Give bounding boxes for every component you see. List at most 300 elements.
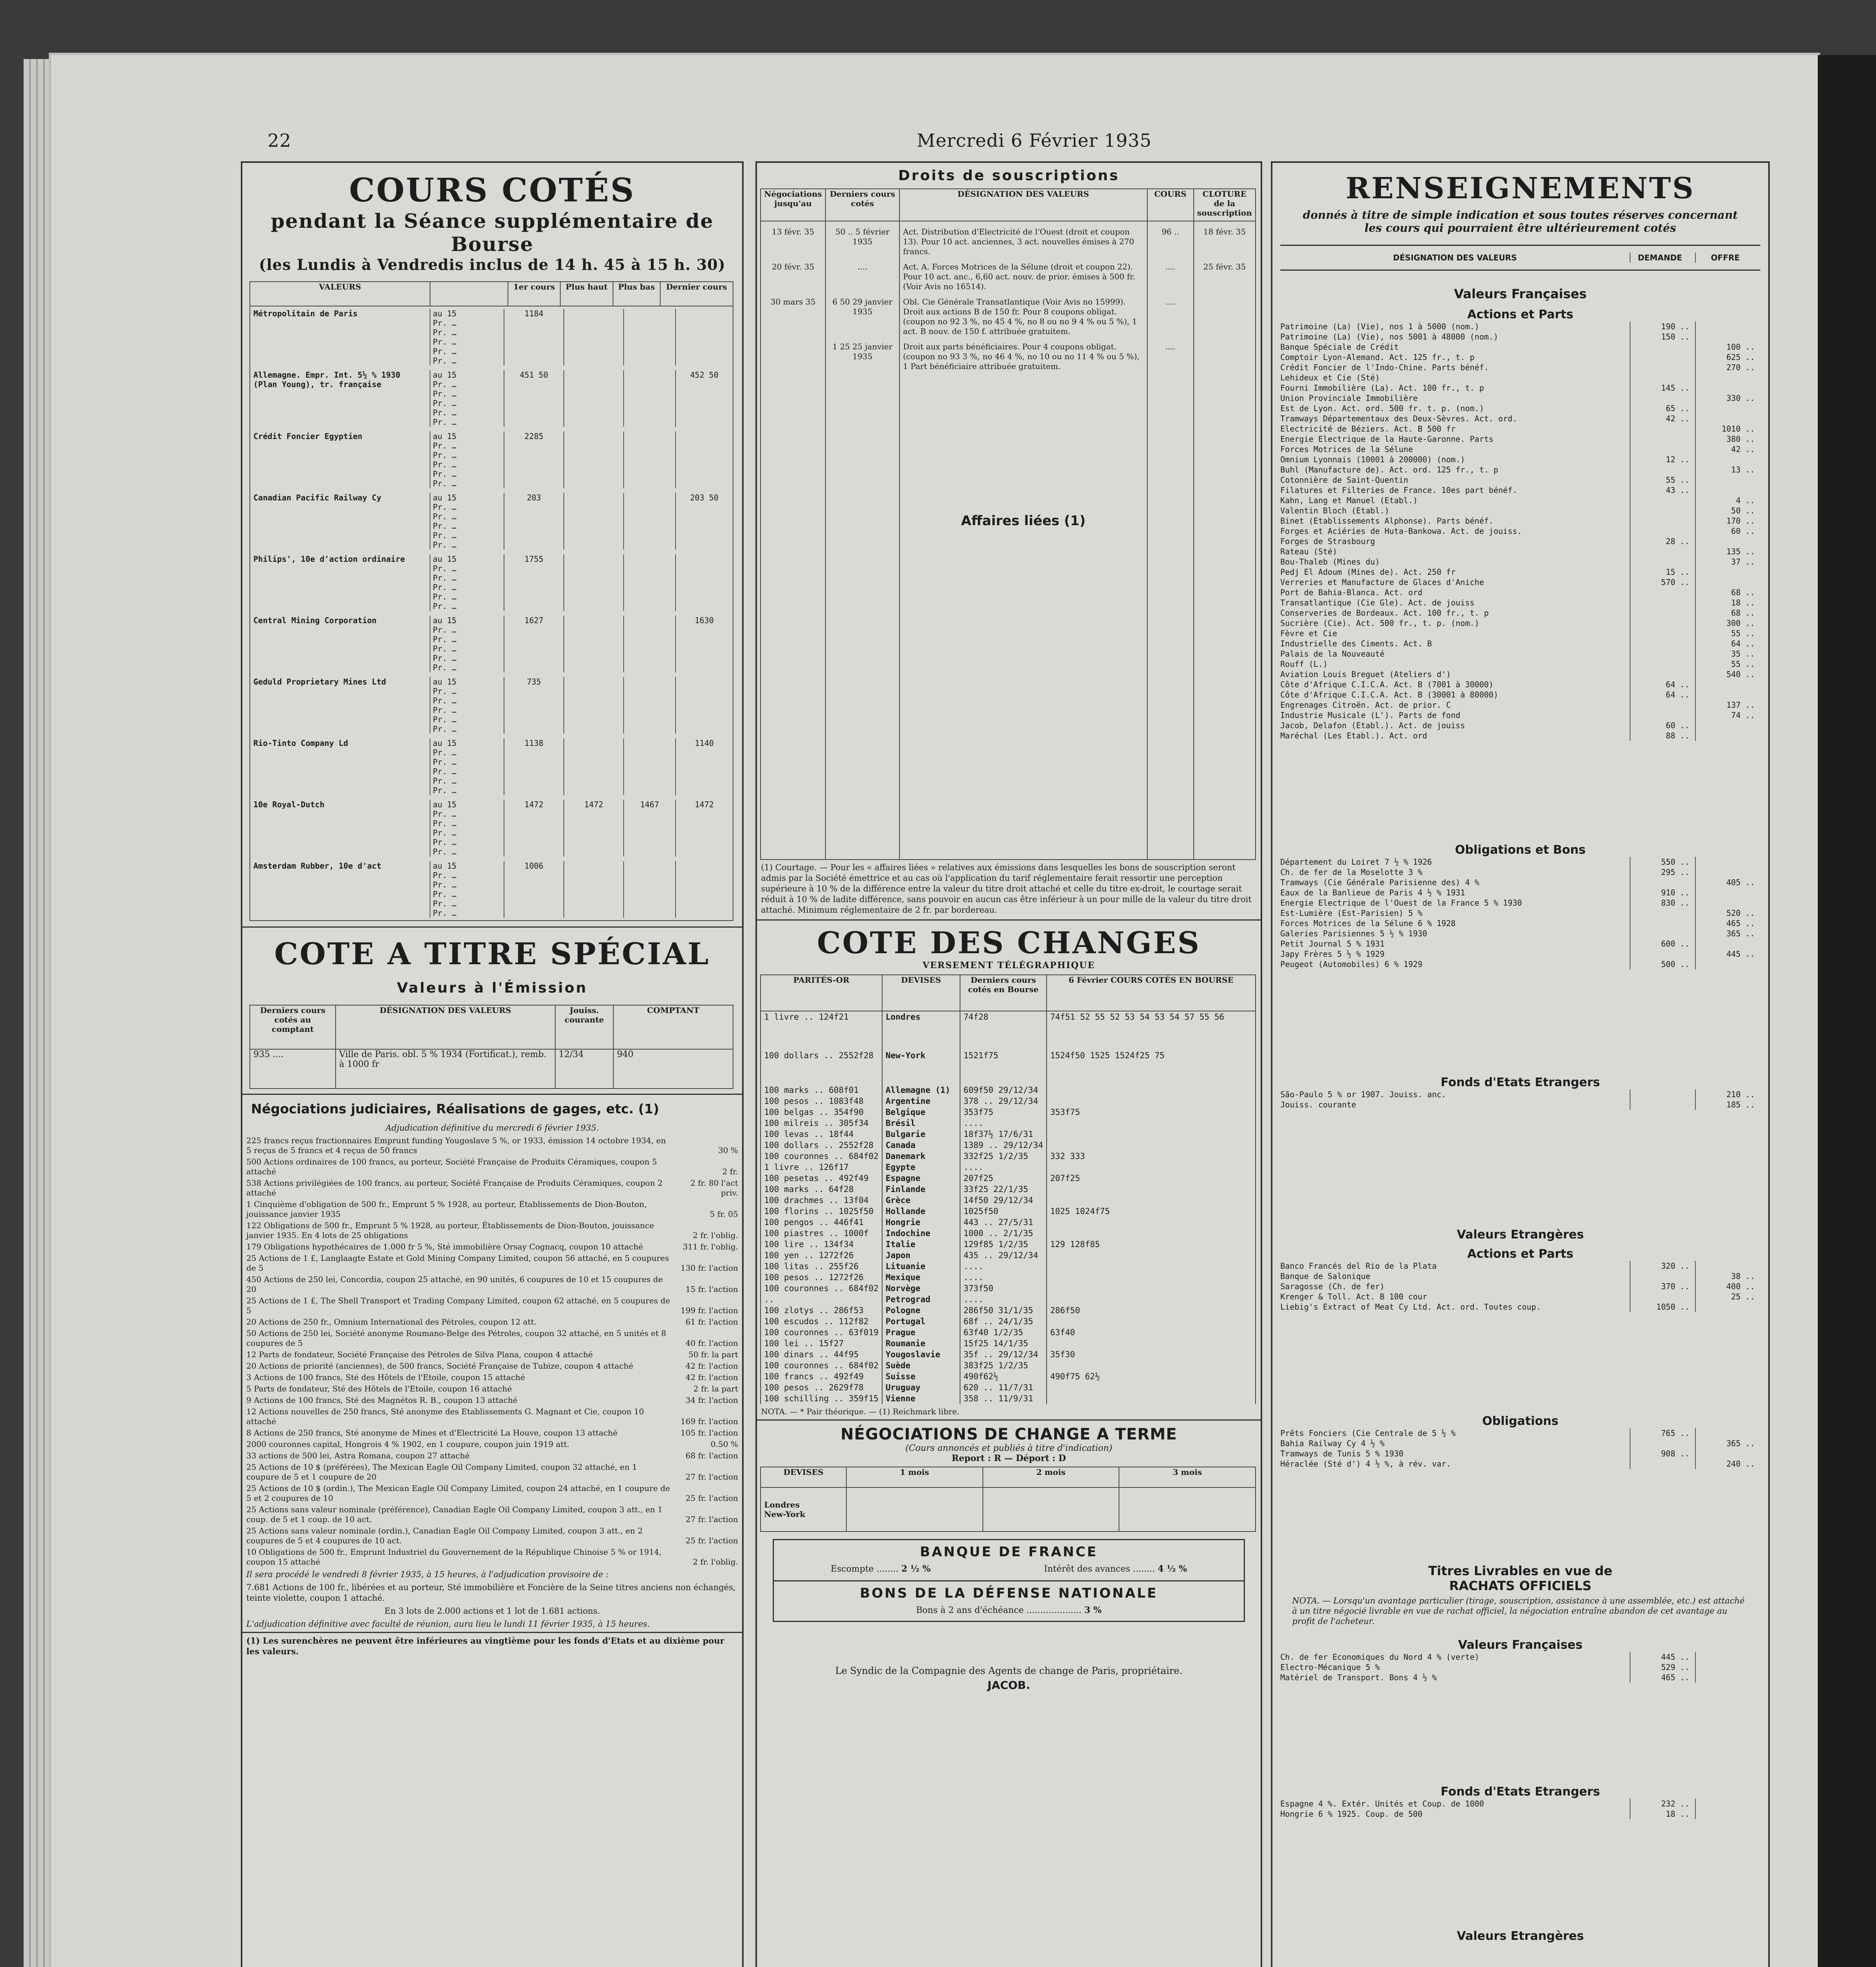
tl-row bbox=[1280, 1662, 1760, 1672]
offre bbox=[1695, 1448, 1760, 1459]
offre bbox=[1695, 679, 1760, 690]
adjudication-price: 2 fr. l'oblig. bbox=[692, 1231, 738, 1240]
syndic-name: JACOB. bbox=[987, 1679, 1030, 1692]
droit-dernier: 50 .. 5 février 1935 bbox=[825, 221, 899, 256]
fonds-etats-heading: Fonds d'Etats Etrangers bbox=[1440, 1076, 1600, 1089]
demande: 64 .. bbox=[1630, 679, 1695, 690]
terme-legend: Report : R — Déport : D bbox=[951, 1453, 1066, 1463]
adjudication-item bbox=[246, 1199, 738, 1219]
action-row bbox=[1280, 638, 1760, 649]
terme-label: au 15 bbox=[433, 309, 457, 318]
cours-cotes-row: Philips', 10e d'action ordinaire au 15 Pr. … Pr. … Pr. … Pr. … Pr. … 1755 bbox=[249, 552, 733, 613]
offre bbox=[1695, 898, 1760, 908]
demande bbox=[1630, 877, 1695, 888]
adjudication-price: 61 fr. l'action bbox=[685, 1317, 738, 1327]
devise: Lituanie bbox=[882, 1261, 960, 1272]
parite-unit: 100 marks bbox=[764, 1185, 809, 1194]
fx-col-cours: 6 Février COURS COTÉS EN BOURSE bbox=[1047, 975, 1256, 1011]
cours-bourse bbox=[1047, 1272, 1256, 1283]
demande: 830 .. bbox=[1630, 898, 1695, 908]
offre bbox=[1695, 1809, 1760, 1819]
adjudication-text: 9 Actions de 100 francs, Sté des Magnétos R. B., coupon 13 attaché bbox=[246, 1395, 518, 1405]
cours-cotes-row: Allemagne. Empr. Int. 5½ % 1930 (Plan Young), tr. française au 15 Pr. … Pr. … Pr. … Pr. … Pr. … 451 50 452 50 bbox=[249, 368, 733, 429]
terme-label: au 15 bbox=[433, 738, 457, 748]
devise: Argentine bbox=[882, 1096, 960, 1107]
parite-value: 64f28 bbox=[829, 1185, 854, 1194]
offre bbox=[1695, 857, 1760, 867]
change-row: 100 belgas .. 354f90 Belgique 353f75 353f75 bbox=[761, 1107, 1256, 1118]
action-row bbox=[1280, 720, 1760, 731]
devise: Espagne bbox=[882, 1173, 960, 1184]
cours-bourse: 1524f50 1525 1524f25 75 bbox=[1047, 1050, 1256, 1061]
actions-parts-heading: Actions et Parts bbox=[1467, 308, 1573, 321]
action-row bbox=[1280, 506, 1760, 516]
terme-label: au 15 bbox=[433, 800, 457, 809]
demande bbox=[1630, 444, 1695, 454]
parite-unit: 100 lire bbox=[764, 1240, 804, 1249]
offre: 38 .. bbox=[1695, 1271, 1760, 1281]
devise: Londres bbox=[882, 1011, 960, 1022]
change-row: 100 florins .. 1025f50 Hollande 1025f50 1025 1024f75 bbox=[761, 1206, 1256, 1217]
adjudication-item bbox=[246, 1484, 738, 1503]
terme-col-1mois: 1 mois bbox=[846, 1467, 983, 1487]
demande bbox=[1630, 710, 1695, 720]
adjudication-item bbox=[246, 1317, 738, 1327]
parite-unit: 100 levas bbox=[764, 1129, 809, 1139]
designation: Côte d'Afrique C.I.C.A. Act. B (7001 à 30000) bbox=[1280, 680, 1494, 689]
designation: Engrenages Citroën. Act. de prior. C bbox=[1280, 700, 1451, 710]
designation: Electro-Mécanique 5 % bbox=[1280, 1663, 1380, 1672]
parite-value: 63f019 bbox=[848, 1328, 879, 1337]
droit-cours: .... bbox=[1147, 256, 1194, 292]
action-row bbox=[1280, 424, 1760, 434]
offre: 400 .. bbox=[1695, 1281, 1760, 1292]
designation: Espagne 4 %. Extér. Unités et Coup. de 1000 bbox=[1280, 1799, 1484, 1808]
parite-unit: 100 piastres bbox=[764, 1229, 824, 1238]
devise: Allemagne (1) bbox=[882, 1085, 960, 1096]
adjudication-text: 12 Parts de fondateur, Société Française des Pétroles de Silva Plana, coupon 4 attaché bbox=[246, 1350, 593, 1359]
demande: 145 .. bbox=[1630, 383, 1695, 393]
designation: Forges et Aciéries de Huta-Bankowa. Act. de jouiss. bbox=[1280, 526, 1522, 536]
adjudication-price: 68 fr. l'action bbox=[685, 1451, 738, 1460]
terme-table bbox=[760, 1467, 1256, 1532]
action-row bbox=[1280, 321, 1760, 332]
dernier-cours: 353f75 bbox=[960, 1107, 1047, 1118]
change-row: 100 couronnes .. 684f02 Suède 383f25 1/2/35 bbox=[761, 1360, 1256, 1371]
designation: Matériel de Transport. Bons 4 ½ % bbox=[1280, 1673, 1437, 1682]
tl-row bbox=[1280, 1672, 1760, 1683]
change-row: 100 schilling .. 359f15 Vienne 358 .. 11/9/31 bbox=[761, 1393, 1256, 1404]
ts-comptant: 940 bbox=[613, 1049, 733, 1089]
demande bbox=[1630, 352, 1695, 362]
adjudication-item bbox=[246, 1275, 738, 1294]
designation: Cotonnière de Saint-Quentin bbox=[1280, 475, 1409, 485]
designation: Banque de Salonique bbox=[1280, 1271, 1370, 1281]
adjudication-item bbox=[246, 1384, 738, 1394]
nj-note4: L'adjudication définitive avec faculté de réunion, aura lieu le lundi 11 février 1935, à 15 heures. bbox=[246, 1619, 650, 1629]
change-row: 100 couronnes .. 684f02 Danemark 332f25 1/2/35 332 333 bbox=[761, 1151, 1256, 1162]
parite-unit: 100 dollars bbox=[764, 1051, 819, 1060]
devise: Belgique bbox=[882, 1107, 960, 1118]
parite-value: 1272f26 bbox=[819, 1251, 854, 1260]
change-row: 100 lei .. 15f27 Roumanie 15f25 14/1/35 bbox=[761, 1338, 1256, 1349]
change-row: 100 couronnes .. 63f019 Prague 63f40 1/2/35 63f40 bbox=[761, 1327, 1256, 1338]
adjudication-price: 15 fr. l'action bbox=[685, 1284, 738, 1294]
demande: 529 .. bbox=[1630, 1662, 1695, 1672]
obligation-row bbox=[1280, 857, 1760, 867]
ve-action-row bbox=[1280, 1281, 1760, 1292]
designation: Forces Motrices de la Sélune bbox=[1280, 445, 1413, 454]
cours-cotes-row: 10e Royal-Dutch au 15 Pr. … Pr. … Pr. … Pr. … Pr. … 1472 1472 1467 1472 bbox=[249, 797, 733, 859]
ts-col-comptant: COMPTANT bbox=[613, 1005, 733, 1049]
scanner-edge bbox=[1818, 55, 1876, 1967]
demande bbox=[1630, 1438, 1695, 1448]
parite-unit: 100 pengos bbox=[764, 1218, 814, 1227]
dernier-cours: 378 .. 29/12/34 bbox=[960, 1096, 1047, 1107]
cours-bourse bbox=[1047, 1195, 1256, 1206]
adjudication-price: 130 fr. l'action bbox=[680, 1263, 738, 1273]
demande: 1050 .. bbox=[1630, 1302, 1695, 1312]
offre bbox=[1695, 1799, 1760, 1809]
adjudication-text: 1 Cinquième d'obligation de 500 fr., Emprunt 5 % 1928, au porteur, Établissements de Dion-Bouton, jouissance janvier 1935 bbox=[246, 1199, 647, 1219]
nj-note1: Il sera procédé le vendredi 8 février 1935, à 15 heures, à l'adjudication provisoire de : bbox=[246, 1570, 609, 1579]
ve-obligation-row bbox=[1280, 1448, 1760, 1459]
parite-unit: 100 dollars bbox=[764, 1140, 819, 1150]
designation: Bou-Thaleb (Mines du) bbox=[1280, 557, 1380, 566]
premier-cours: 2285 bbox=[524, 432, 544, 441]
offre: 37 .. bbox=[1695, 557, 1760, 567]
designation: Palais de la Nouveauté bbox=[1280, 649, 1385, 659]
change-row: 100 dollars .. 2552f28 New-York 1521f75 1524f50 1525 1524f25 75 bbox=[761, 1050, 1256, 1061]
demande bbox=[1630, 928, 1695, 939]
designation: Hongrie 6 % 1925. Coup. de 500 bbox=[1280, 1809, 1423, 1819]
offre: 240 .. bbox=[1695, 1459, 1760, 1469]
rs-col-offre: OFFRE bbox=[1695, 253, 1760, 263]
adjudication-price: 0.50 % bbox=[711, 1439, 738, 1449]
offre: 42 .. bbox=[1695, 444, 1760, 454]
offre bbox=[1695, 577, 1760, 587]
adjudication-text: 25 Actions de 10 $ (préférées), The Mexican Eagle Oil Company Limited, coupon 32 attaché, en 1 coupure de 5 et 1 coupure de 20 bbox=[246, 1462, 637, 1482]
cours-bourse: 74f51 52 55 52 53 54 53 54 57 55 56 bbox=[1047, 1011, 1256, 1022]
designation: Est-Lumière (Est-Parisien) 5 % bbox=[1280, 908, 1423, 918]
terme-newyork: New-York bbox=[764, 1509, 805, 1519]
offre: 330 .. bbox=[1695, 393, 1760, 403]
adjudication-text: 538 Actions privilégiées de 100 francs, au porteur, Société Française de Produits Céramiques, coupon 2 attaché bbox=[246, 1178, 663, 1198]
terme-title: NÉGOCIATIONS DE CHANGE A TERME bbox=[840, 1425, 1177, 1443]
offre bbox=[1695, 373, 1760, 383]
offre bbox=[1695, 1428, 1760, 1438]
change-row: 100 pesos .. 1272f26 Mexique .... bbox=[761, 1272, 1256, 1283]
demande: 295 .. bbox=[1630, 867, 1695, 877]
offre bbox=[1695, 1302, 1760, 1312]
change-row: 100 yen .. 1272f26 Japon 435 .. 29/12/34 bbox=[761, 1250, 1256, 1261]
action-row bbox=[1280, 628, 1760, 638]
tl-fonds-etats-heading: Fonds d'Etats Etrangers bbox=[1440, 1785, 1600, 1799]
devise: Japon bbox=[882, 1250, 960, 1261]
cours-bourse bbox=[1047, 1162, 1256, 1173]
demande: 910 .. bbox=[1630, 888, 1695, 898]
change-row: 100 zlotys .. 286f53 Pologne 286f50 31/1/35 286f50 bbox=[761, 1305, 1256, 1316]
offre: 50 .. bbox=[1695, 506, 1760, 516]
change-row: 100 marks .. 608f01 Allemagne (1) 609f50 29/12/34 bbox=[761, 1085, 1256, 1096]
adjudication-intro: Adjudication définitive du mercredi 6 février 1935. bbox=[385, 1123, 599, 1133]
changes-subtitle: VERSEMENT TÉLÉGRAPHIQUE bbox=[922, 960, 1095, 971]
action-row bbox=[1280, 403, 1760, 413]
offre bbox=[1695, 383, 1760, 393]
offre: 4 .. bbox=[1695, 495, 1760, 506]
valeur-name: 10e Royal-Dutch bbox=[253, 800, 325, 809]
designation: Tramways de Tunis 5 % 1930 bbox=[1280, 1449, 1404, 1458]
cours-cotes-row: Amsterdam Rubber, 10e d'act au 15 Pr. … Pr. … Pr. … Pr. … Pr. … 1006 bbox=[249, 859, 733, 921]
premier-cours: 1627 bbox=[524, 616, 544, 625]
cours-bourse bbox=[1047, 1338, 1256, 1349]
devise: Mexique bbox=[882, 1272, 960, 1283]
obligation-row bbox=[1280, 867, 1760, 877]
action-row bbox=[1280, 434, 1760, 444]
offre: 35 .. bbox=[1695, 649, 1760, 659]
action-row bbox=[1280, 393, 1760, 403]
offre bbox=[1695, 332, 1760, 342]
action-row bbox=[1280, 557, 1760, 567]
dr-col-designation: DÉSIGNATION DES VALEURS bbox=[899, 189, 1147, 221]
adjudication-price: 25 fr. l'action bbox=[685, 1493, 738, 1503]
designation: Banque Spéciale de Crédit bbox=[1280, 342, 1399, 352]
action-row bbox=[1280, 577, 1760, 587]
escompte-label: Escompte bbox=[831, 1564, 874, 1574]
parite-value: 446f41 bbox=[834, 1218, 864, 1227]
dernier-cours: 33f25 22/1/35 bbox=[960, 1184, 1047, 1195]
devise: Suisse bbox=[882, 1371, 960, 1382]
col-premier-cours: 1er cours bbox=[508, 282, 560, 306]
demande bbox=[1630, 557, 1695, 567]
ve-actions-parts-heading: Actions et Parts bbox=[1467, 1247, 1573, 1261]
change-row: 100 marks .. 64f28 Finlande 33f25 22/1/35 bbox=[761, 1184, 1256, 1195]
cours-cotes-row: Central Mining Corporation au 15 Pr. … Pr. … Pr. … Pr. … Pr. … 1627 1630 bbox=[249, 613, 733, 675]
demande: 232 .. bbox=[1630, 1799, 1695, 1809]
fonds-row bbox=[1280, 1089, 1760, 1100]
designation: Comptoir Lyon-Alemand. Act. 125 fr., t. p bbox=[1280, 352, 1475, 362]
designation: Banco Francés del Rio de la Plata bbox=[1280, 1261, 1437, 1271]
adjudication-price: 42 fr. l'action bbox=[685, 1361, 738, 1371]
droit-designation: Obl. Cie Générale Transatlantique (Voir Avis no 15999). Droit aux actions B de 150 fr. Pour 8 coupons obligat. (coupon no 92 3 %, no 45 4 %, no 8 ou no 9 4 % ou 5 %), 1 act. B nouv. de 150 f. attribuée gratuitem. bbox=[899, 292, 1147, 336]
changes-title: COTE DES CHANGES bbox=[817, 925, 1201, 960]
valeur-name: Geduld Proprietary Mines Ltd bbox=[253, 677, 386, 686]
dernier-cours: 358 .. 11/9/31 bbox=[960, 1393, 1047, 1404]
offre bbox=[1695, 403, 1760, 413]
col-plus-bas: Plus bas bbox=[613, 282, 660, 306]
cours-bourse bbox=[1047, 1217, 1256, 1228]
cours-bourse bbox=[1047, 1360, 1256, 1371]
droit-row bbox=[761, 256, 1256, 292]
adjudication-text: 20 Actions de 250 fr., Omnium International des Pétroles, coupon 12 att. bbox=[246, 1317, 537, 1327]
demande: 370 .. bbox=[1630, 1281, 1695, 1292]
offre bbox=[1695, 888, 1760, 898]
designation: Lehideux et Cie (Sté) bbox=[1280, 373, 1380, 382]
valeur-name: Rio-Tinto Company Ld bbox=[253, 738, 348, 748]
offre: 625 .. bbox=[1695, 352, 1760, 362]
action-row bbox=[1280, 731, 1760, 741]
action-row bbox=[1280, 598, 1760, 608]
offre: 540 .. bbox=[1695, 669, 1760, 679]
demande bbox=[1630, 669, 1695, 679]
parite-unit: 100 couronnes bbox=[764, 1284, 829, 1293]
parite-unit: 100 pesos bbox=[764, 1096, 809, 1106]
negociations-list bbox=[242, 1136, 742, 1567]
droit-designation: Act. Distribution d'Electricité de l'Ouest (droit et coupon 13). Pour 10 act. anciennes, 3 act. nouvelles émises à 270 francs. bbox=[899, 221, 1147, 256]
designation: Verreries et Manufacture de Glaces d'Aniche bbox=[1280, 578, 1484, 587]
designation: Côte d'Afrique C.I.C.A. Act. B (30001 à 80000) bbox=[1280, 690, 1498, 699]
parite-unit: 100 couronnes bbox=[764, 1151, 829, 1161]
demande: 55 .. bbox=[1630, 475, 1695, 485]
devise: Grèce bbox=[882, 1195, 960, 1206]
offre: 64 .. bbox=[1695, 638, 1760, 649]
designation: Prêts Fonciers (Cie Centrale de 5 ½ % bbox=[1280, 1428, 1456, 1438]
offre: 365 .. bbox=[1695, 1438, 1760, 1448]
devise: Norvège bbox=[882, 1283, 960, 1294]
droit-designation: Droit aux parts bénéficiaires. Pour 4 coupons obligat. (coupon no 93 3 %, no 46 4 %, no 10 ou no 11 4 % ou 5 %), 1 Part bénéficiaire attribuée gratuitem. bbox=[899, 336, 1147, 371]
change-row: 100 lire .. 134f34 Italie 129f85 1/2/35 129 128f85 bbox=[761, 1239, 1256, 1250]
change-row: 100 litas .. 255f26 Lituanie .... bbox=[761, 1261, 1256, 1272]
designation: Jacob, Delafon (Etabl.). Act. de jouiss bbox=[1280, 721, 1465, 730]
designation: Département du Loiret 7 ½ % 1926 bbox=[1280, 857, 1432, 867]
adjudication-item bbox=[246, 1242, 738, 1252]
parite-value: 2552f28 bbox=[838, 1051, 874, 1060]
tl-row bbox=[1280, 1652, 1760, 1662]
adjudication-text: 25 Actions de 10 $ (ordin.), The Mexican Eagle Oil Company Limited, coupon 24 attaché, en 1 coupure de 5 et 2 coupures de 10 bbox=[246, 1484, 670, 1503]
changes-nota: NOTA. — * Pair théorique. — (1) Reichmark libre. bbox=[761, 1407, 960, 1416]
terme-label: au 15 bbox=[433, 616, 457, 625]
action-row bbox=[1280, 516, 1760, 526]
terme-col-3mois: 3 mois bbox=[1119, 1467, 1256, 1487]
devise: Egypte bbox=[882, 1162, 960, 1173]
parite-value: 1272f26 bbox=[829, 1273, 864, 1282]
change-row: 100 pesos .. 2629f78 Uruguay 620 .. 11/7/31 bbox=[761, 1382, 1256, 1393]
fx-col-derniers: Derniers cours cotés en Bourse bbox=[960, 975, 1047, 1011]
designation: Tramways (Cie Générale Parisienne des) 4 % bbox=[1280, 878, 1479, 887]
cours-bourse bbox=[1047, 1228, 1256, 1239]
demande: 28 .. bbox=[1630, 536, 1695, 546]
adjudication-text: 25 Actions sans valeur nominale (préférence), Canadian Eagle Oil Company Limited, coupon 3 att., en 1 coup. de 5 et 1 coup. de 10 act. bbox=[246, 1505, 663, 1524]
demande: 908 .. bbox=[1630, 1448, 1695, 1459]
parite-unit: 100 lei bbox=[764, 1339, 799, 1348]
syndic-line: Le Syndic de la Compagnie des Agents de change de Paris, propriétaire. bbox=[835, 1665, 1183, 1676]
designation: Fèvre et Cie bbox=[1280, 629, 1337, 638]
cours-bourse bbox=[1047, 1096, 1256, 1107]
demande: 60 .. bbox=[1630, 720, 1695, 731]
demande bbox=[1630, 949, 1695, 959]
ve-obligation-row bbox=[1280, 1428, 1760, 1438]
adjudication-price: 5 fr. 05 bbox=[709, 1209, 738, 1219]
offre: 210 .. bbox=[1695, 1089, 1760, 1100]
droit-cloture: 18 févr. 35 bbox=[1194, 221, 1256, 256]
offre bbox=[1695, 731, 1760, 741]
terme-label: au 15 bbox=[433, 370, 457, 380]
offre: 185 .. bbox=[1695, 1100, 1760, 1110]
offre: 100 .. bbox=[1695, 342, 1760, 352]
cours-cotes-body bbox=[249, 306, 733, 921]
adjudication-item bbox=[246, 1407, 738, 1426]
titres-livrables-heading: Titres Livrables en vue de bbox=[1428, 1563, 1612, 1578]
droit-designation: Act. A. Forces Motrices de la Sélune (droit et coupon 22). Pour 10 act. anc., 6,60 act. nouv. de prior. émises à 500 fr. (Voir Avis no 16514). bbox=[899, 256, 1147, 292]
parite-unit: 100 belgas bbox=[764, 1107, 814, 1117]
demande bbox=[1630, 1459, 1695, 1469]
ts-col-jouiss: Jouiss. courante bbox=[555, 1005, 613, 1049]
offre: 55 .. bbox=[1695, 628, 1760, 638]
dernier-cours: 68f .. 24/1/35 bbox=[960, 1316, 1047, 1327]
action-row bbox=[1280, 362, 1760, 373]
demande bbox=[1630, 638, 1695, 649]
page-number: 22 bbox=[268, 130, 292, 151]
action-row bbox=[1280, 332, 1760, 342]
demande bbox=[1630, 918, 1695, 928]
tl-valeurs-etrangeres-heading: Valeurs Etrangères bbox=[1457, 1929, 1584, 1943]
dernier-cours: 1000 .. 2/1/35 bbox=[960, 1228, 1047, 1239]
designation: São-Paulo 5 % or 1907. Jouiss. anc. bbox=[1280, 1090, 1446, 1099]
offre bbox=[1695, 485, 1760, 495]
offre: 365 .. bbox=[1695, 928, 1760, 939]
designation: Bahia Railway Cy 4 ½ % bbox=[1280, 1439, 1385, 1448]
cours-bourse bbox=[1047, 1393, 1256, 1404]
action-row bbox=[1280, 373, 1760, 383]
designation: Est de Lyon. Act. ord. 500 fr. t. p. (nom.) bbox=[1280, 404, 1484, 413]
designation: Sucrière (Cie). Act. 500 fr., t. p. (nom.) bbox=[1280, 618, 1479, 628]
dernier-cours: .... bbox=[960, 1272, 1047, 1283]
designation: Industrie Musicale (L'). Parts de fond bbox=[1280, 710, 1461, 720]
action-row bbox=[1280, 526, 1760, 536]
demande bbox=[1630, 1292, 1695, 1302]
parite-value: 112f82 bbox=[838, 1317, 869, 1326]
adjudication-price: 2 fr. l'oblig. bbox=[692, 1557, 738, 1567]
action-row bbox=[1280, 690, 1760, 700]
fx-col-devises: DEVISES bbox=[882, 975, 960, 1011]
valeur-name: Crédit Foncier Egyptien bbox=[253, 432, 362, 441]
offre bbox=[1695, 690, 1760, 700]
cours-bourse: 207f25 bbox=[1047, 1173, 1256, 1184]
demande: 43 .. bbox=[1630, 485, 1695, 495]
devise: Canada bbox=[882, 1140, 960, 1151]
parite-value: 1025f50 bbox=[838, 1207, 874, 1216]
droit-cloture bbox=[1194, 292, 1256, 336]
action-row bbox=[1280, 649, 1760, 659]
adjudication-item bbox=[246, 1253, 738, 1273]
dr-col-cloture: CLOTURE de la souscription bbox=[1194, 189, 1256, 221]
parite-unit: 100 couronnes bbox=[764, 1361, 829, 1370]
middle-column: Droits de souscriptions Négociations jusqu'au Derniers cours cotés DÉSIGNATION DES VALEURS COURS CLOTURE de la souscription 13 févr. 35 50 .. 5 février 1935 Act. Distribution d'Electricité de l'Ouest (droit et coupon 13). Pour 10 act. anciennes, 3 act. nouvelles émises à 270 francs. 96 .. 18 févr. 35 20 févr. 35 .... Act. A. Forces Motrices de la Sélune (droit et coupon 22). Pour 10 act. anc., 6,60 act. nouv. de prior. émises à 500 fr. (Voir Avis no 16514). .... 25 févr. 35 30 mars 35 6 50 29 janvier 1935 Obl. Cie Générale Transatlantique (Voir Avis no 15999). Droit aux actions B de 150 fr. Pour 8 coupons obligat. (coupon no 92 3 %, no 45 4 %, no 8 ou no 9 4 % ou 5 %), 1 act. B nouv. de 150 f. attribuée gratuitem. .... 1 25 25 janvier 1935 Droit aux parts bénéficiaires. Pour 4 coupons obligat. (coupon no 93 3 %, no 46 4 %, no 10 ou no 11 4 % ou 5 %), 1 Part bénéficiaire attribuée gratuitem. .... Affaires liées (1) (1) Courtage. — Pour les « affaires liées » relatives aux émissions dans lesquelles les bons de souscription seront admis par la Société émettrice et au cas où l'application du tarif réglementaire ferait ressortir une perception supérieure à 10 % de la différence entre la valeur du titre droit attaché et celle du titre ex-droit, le courtage serait réduit à 10 % de ladite différence, sans pouvoir en aucun cas être inférieur à un pour mille de la valeur du titre droit attaché. Minimum réglementaire de 2 fr. par bordereau. COTE DES CHANGES VERSEMENT TÉLÉGRAPHIQUE PARITÉS-OR DEVISES Derniers cours cotés en Bourse 6 Février COURS COTÉS EN BOURSE 1 livre .. 124f21 Londres 74f28 74f51 52 55 52 53 54 53 54 57 55 56 100 dollars .. 2552f28 New-York 1521f75 1524f50 1525 1524f25 75 100 marks .. 608f01 Allemagne (1) 609f50 29/12/34 100 pesos .. 1083f48 Argentine 378 .. 29/12/34 100 belgas .. 354f90 Belgique 353f75 353f75 100 milreis .. 305f34 Brésil .... 100 levas .. 18f44 Bulgarie 18f37½ 17/6/31 100 dollars .. 2552f28 Canada 1389 .. 29/12/34 100 couronnes .. 684f02 Danemark 332f25 1/2/35 332 333 1 livre .. 126f17 Egypte .... 100 pesetas .. 492f49 Espagne 207f25 207f25 100 marks .. 64f28 Finlande 33f25 22/1/35 100 drachmes .. 13f04 Grèce 14f50 29/12/34 100 florins .. 1025f50 Hollande 1025f50 1025 1024f75 100 pengos .. 446f41 Hongrie 443 .. 27/5/31 100 piastres .. 1000f Indochine 1000 .. 2/1/35 100 lire .. 134f34 Italie 129f85 1/2/35 129 128f85 100 yen .. 1272f26 Japon 435 .. 29/12/34 100 litas .. 255f26 Lituanie .... 100 pesos .. 1272f26 Mexique .... 100 couronnes .. 684f02 Norvège 373f50 .. Petrograd .... 100 zlotys .. 286f53 Pologne 286f50 31/1/35 286f50 100 escudos .. 112f82 Portugal 68f .. 24/1/35 100 couronnes .. 63f019 Prague 63f40 1/2/35 63f40 100 lei .. 15f27 Roumanie 15f25 14/1/35 100 dinars .. 44f95 Yougoslavie 35f .. 29/12/34 35f30 100 couronnes .. 684f02 Suède 383f25 1/2/35 100 francs .. 492f49 Suisse 490f62½ 490f75 62½ 100 pesos .. 2629f78 Uruguay 620 .. 11/7/31 100 schilling .. 359f15 Vienne 358 .. 11/9/31 NOTA. — * Pair théorique. — (1) Reichmark libre. NÉGOCIATIONS DE CHANGE A TERME (Cours annoncés et publiés à titre d'indication) Report : R — Déport : D DEVISES 1 mois 2 mois 3 mois Londres New-York BANQUE DE FRANCE Escompte ........ 2 ½ % Intérêt des avances ........ 4 ½ % BONS DE LA DÉFENSE NATIONALE Bons à 2 ans d'échéance .................... 3 % Le Syndic de la Compagnie des Agents de change de Paris, propriétaire. JACOB. bbox=[755, 161, 1262, 1967]
offre: 74 .. bbox=[1695, 710, 1760, 720]
adjudication-text: 25 Actions de 1 £, The Shell Transport et Trading Company Limited, coupon 62 attaché, en 5 coupures de 5 bbox=[246, 1296, 670, 1315]
droit-cours: .... bbox=[1147, 292, 1194, 336]
cours-bourse: 332 333 bbox=[1047, 1151, 1256, 1162]
designation: Aviation Louis Breguet (Ateliers d') bbox=[1280, 670, 1451, 679]
designation: Kahn, Lang et Manuel (Etabl.) bbox=[1280, 496, 1418, 505]
demande bbox=[1630, 1271, 1695, 1281]
terme-label: au 15 bbox=[433, 432, 457, 441]
designation: Union Provinciale Immobilière bbox=[1280, 393, 1418, 403]
terme-col-2mois: 2 mois bbox=[983, 1467, 1119, 1487]
devise: Roumanie bbox=[882, 1338, 960, 1349]
offre bbox=[1695, 567, 1760, 577]
action-row bbox=[1280, 669, 1760, 679]
dernier-cours: 207f25 bbox=[960, 1173, 1047, 1184]
demande: 12 .. bbox=[1630, 454, 1695, 465]
valeur-name: Central Mining Corporation bbox=[253, 616, 377, 625]
cours-bourse: 353f75 bbox=[1047, 1107, 1256, 1118]
adjudication-item bbox=[246, 1395, 738, 1405]
dernier-cours: 490f62½ bbox=[960, 1371, 1047, 1382]
terme-col-devises: DEVISES bbox=[761, 1467, 846, 1487]
droit-dernier: .... bbox=[825, 256, 899, 292]
titre-special-title: COTE A TITRE SPÉCIAL bbox=[274, 936, 710, 971]
